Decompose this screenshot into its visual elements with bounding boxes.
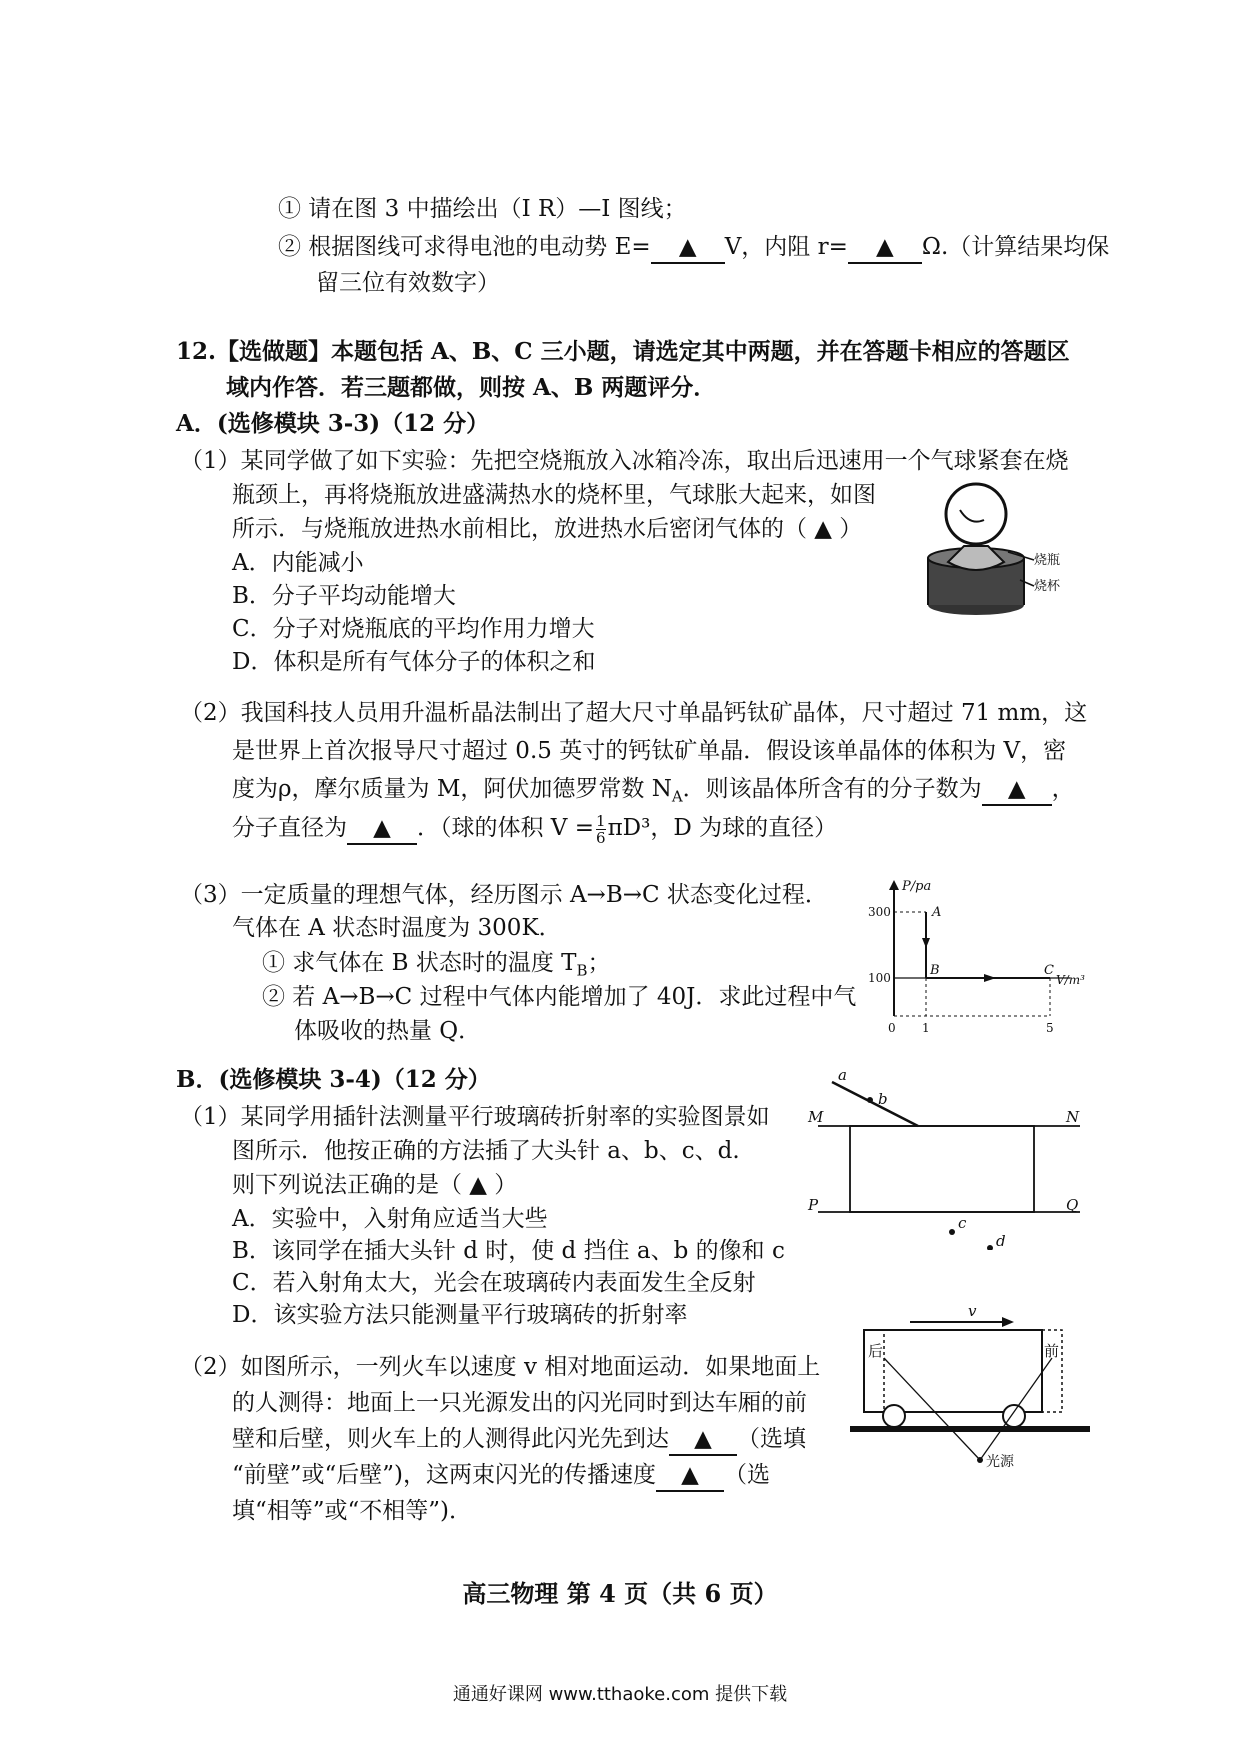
arrow-up-icon: [889, 880, 899, 890]
label-a: a: [838, 1070, 847, 1084]
pin-c: [949, 1229, 955, 1235]
label-m: M: [808, 1108, 824, 1126]
tick-300: 300: [868, 905, 891, 919]
a1-line3: 所示．与烧瓶放进热水前相比，放进热水后密闭气体的（ ▲ ）: [232, 516, 863, 542]
label-flask: 烧瓶: [1034, 553, 1061, 568]
b2-line3: 壁和后壁，则火车上的人测得此闪光先到达 ▲ （选填: [232, 1426, 806, 1456]
label-c: c: [958, 1214, 967, 1232]
tick-5: 5: [1046, 1021, 1054, 1035]
q11-item1: ① 请在图 3 中描绘出（I R）—I 图线；: [278, 196, 687, 222]
b1-line2: 图所示．他按正确的方法插了大头针 a、b、c、d.: [232, 1138, 740, 1164]
label-light-source: 光源: [986, 1454, 1014, 1470]
section-a-header: A．(选修模块 3-3)（12 分）: [176, 410, 490, 437]
point-a-label: A: [932, 905, 942, 920]
b1-option-c[interactable]: C．若入射角太大，光会在玻璃砖内表面发生全反射: [232, 1270, 756, 1296]
q12-intro-line1: 12.【选做题】本题包括 A、B、C 三小题，请选定其中两题，并在答题卡相应的答题区: [176, 338, 1070, 365]
arrow-right-icon: [984, 974, 996, 982]
b1-option-b[interactable]: B．该同学在插大头针 d 时，使 d 挡住 a、b 的像和 c: [232, 1238, 785, 1264]
b1-line3: 则下列说法正确的是（ ▲ ）: [232, 1172, 518, 1198]
a2-line4: 分子直径为 ▲ ．（球的体积 V = $\frac{1}{6}$ πD³，D 为球的直径）: [232, 811, 838, 847]
q11-item2: ② 根据图线可求得电池的电动势 E= ▲ V，内阻 r= ▲ Ω.（计算结果均保: [278, 234, 1109, 264]
page-footer: 高三物理 第 4 页（共 6 页）: [462, 1579, 778, 1608]
wheel: [883, 1405, 905, 1427]
incident-ray: [832, 1082, 918, 1126]
a2-line3: 度为ρ，摩尔质量为 M，阿伏加德罗常数 $N_A$．则该晶体所含有的分子数为 ▲ ，: [232, 776, 1075, 806]
q12-intro-line2: 域内作答．若三题都做，则按 A、B 两题评分．: [226, 374, 717, 401]
label-b: b: [878, 1090, 888, 1108]
a3-line2: 气体在 A 状态时温度为 300K．: [232, 915, 562, 941]
answer-blank[interactable]: ▲: [347, 815, 417, 845]
a1-line2: 瓶颈上，再将烧瓶放进盛满热水的烧杯里，气球胀大起来，如图: [232, 482, 876, 508]
q11-item2-cont: 留三位有效数字）: [316, 270, 500, 296]
a3-line1: （3）一定质量的理想气体，经历图示 A→B→C 状态变化过程．: [180, 882, 828, 908]
label-front: 前: [1044, 1342, 1060, 1360]
b2-line1: （2）如图所示，一列火车以速度 v 相对地面运动．如果地面上: [180, 1354, 821, 1380]
label-v: v: [968, 1302, 977, 1320]
b1-option-a[interactable]: A．实验中，入射角应适当大些: [232, 1206, 548, 1232]
section-b-header: B．(选修模块 3-4)（12 分）: [176, 1066, 491, 1093]
a1-line1: （1）某同学做了如下实验：先把空烧瓶放入冰箱冷冻，取出后迅速用一个气球紧套在烧: [180, 448, 1069, 474]
balloon: [946, 484, 1006, 544]
tick-1: 1: [922, 1021, 930, 1035]
glass-block-figure: [800, 1070, 1090, 1250]
watermark: 通通好课网 www.tthaoke.com 提供下载: [452, 1684, 788, 1705]
b1-line1: （1）某同学用插针法测量平行玻璃砖折射率的实验图景如: [180, 1104, 770, 1130]
arrow-right-icon: [1002, 1317, 1014, 1327]
a3-line5: 体吸收的热量 Q．: [294, 1018, 482, 1044]
train-car: [864, 1330, 1042, 1412]
a1-option-a[interactable]: A．内能减小: [232, 550, 364, 576]
a3-line4: ② 若 A→B→C 过程中气体内能增加了 40J．求此过程中气: [262, 984, 857, 1010]
answer-blank[interactable]: ▲: [656, 1462, 724, 1492]
point-c-label: C: [1044, 963, 1054, 978]
a1-option-d[interactable]: D．体积是所有气体分子的体积之和: [232, 649, 596, 675]
a2-line1: （2）我国科技人员用升温析晶法制出了超大尺寸单晶钙钛矿晶体，尺寸超过 71 mm，这: [180, 700, 1088, 726]
b2-line2: 的人测得：地面上一只光源发出的闪光同时到达车厢的前: [232, 1390, 807, 1416]
pin-b: [867, 1097, 873, 1103]
pin-d: [987, 1245, 993, 1250]
p-axis-label: P/pa: [902, 879, 932, 894]
label-beaker: 烧杯: [1034, 579, 1061, 594]
label-d: d: [996, 1232, 1006, 1250]
answer-blank[interactable]: ▲: [669, 1426, 737, 1456]
label-back: 后: [868, 1342, 884, 1360]
a1-option-c[interactable]: C．分子对烧瓶底的平均作用力增大: [232, 616, 595, 642]
fraction-one-sixth: $\frac{1}{6}$: [596, 811, 606, 847]
v-axis-label: V/m³: [1056, 973, 1085, 987]
b2-line5: 填“相等”或“不相等”)．: [232, 1498, 473, 1524]
answer-blank[interactable]: ▲: [651, 234, 725, 264]
glass-brick: [850, 1126, 1034, 1212]
label-n: N: [1066, 1108, 1080, 1126]
a1-option-b[interactable]: B．分子平均动能增大: [232, 583, 456, 609]
point-b-label: B: [930, 963, 940, 978]
answer-blank[interactable]: ▲: [982, 776, 1052, 806]
tick-100: 100: [868, 971, 891, 985]
a2-line2: 是世界上首次报导尺寸超过 0.5 英寸的钙钛矿单晶．假设该单晶体的体积为 V，密: [232, 738, 1067, 764]
label-q: Q: [1066, 1196, 1079, 1214]
answer-blank[interactable]: ▲: [848, 234, 922, 264]
train-figure: [850, 1300, 1090, 1480]
track: [850, 1426, 1090, 1432]
tick-0: 0: [888, 1021, 896, 1035]
b1-option-d[interactable]: D．该实验方法只能测量平行玻璃砖的折射率: [232, 1302, 688, 1328]
a3-line3: ① 求气体在 B 状态时的温度 $T_B$；: [262, 950, 611, 980]
arrow-down-icon: [922, 938, 930, 948]
flask-beaker-figure: [918, 480, 1068, 620]
b2-line4: “前壁”或“后壁”)，这两束闪光的传播速度 ▲ （选: [232, 1462, 770, 1492]
light-source: [977, 1457, 983, 1463]
label-p: P: [808, 1196, 819, 1214]
pv-diagram: [860, 876, 1090, 1036]
